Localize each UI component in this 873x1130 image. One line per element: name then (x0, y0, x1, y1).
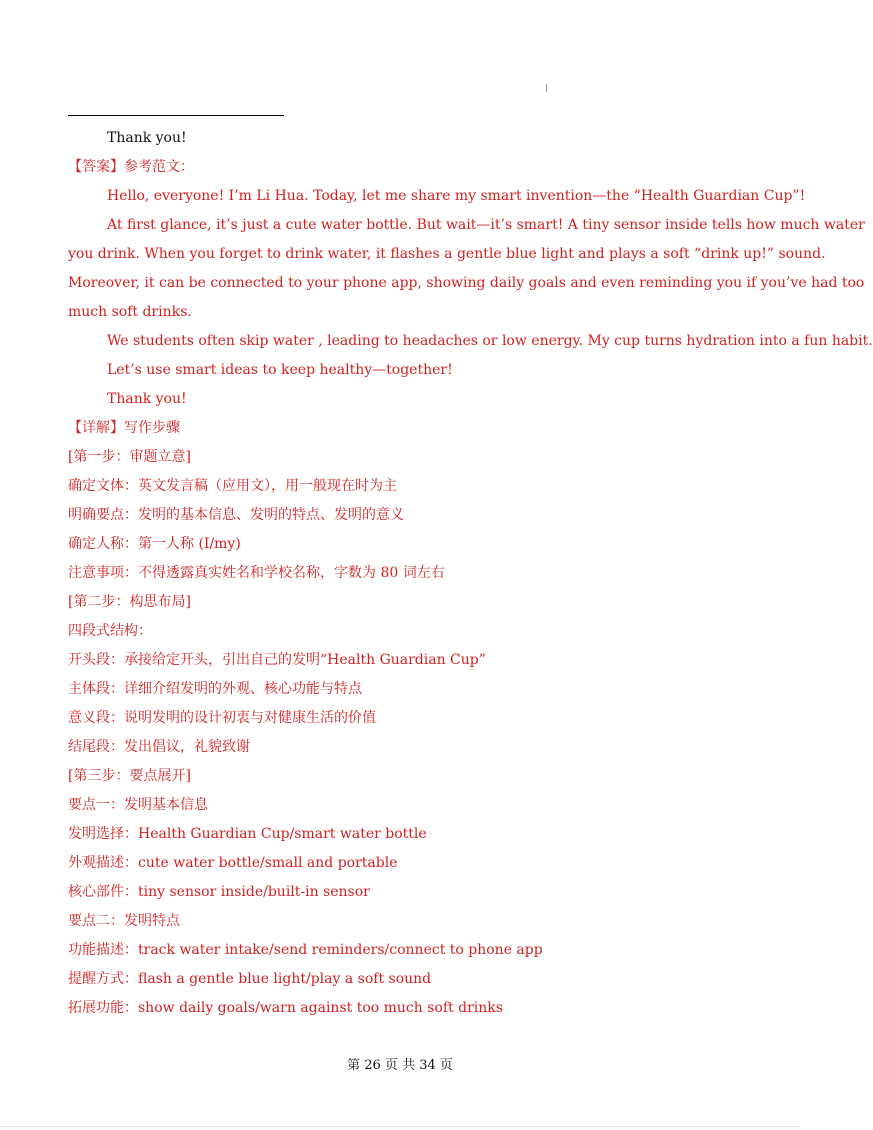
genre-line: 确定文体：英文发言稿（应用文），用一般现在时为主 (68, 478, 397, 494)
point-1-line: 要点一：发明基本信息 (68, 797, 208, 813)
step-2-heading: [第二步：构思布局] (68, 594, 191, 610)
invention-choice-line: 发明选择：Health Guardian Cup/smart water bottle (68, 826, 427, 842)
essay-paragraph-2-line-4: much soft drinks. (68, 304, 192, 320)
reminder-line: 提醒方式：flash a gentle blue light/play a soft sound (68, 971, 432, 987)
essay-paragraph-4: Let’s use smart ideas to keep healthy—together! (107, 362, 453, 378)
body-paragraph-line: 主体段：详细介绍发明的外观、核心功能与特点 (68, 681, 362, 697)
essay-paragraph-2-line-3: Moreover, it can be connected to your phone app, showing daily goals and even reminding you if you’ve had too (68, 275, 865, 291)
opening-paragraph-line: 开头段：承接给定开头，引出自己的发明“Health Guardian Cup” (68, 652, 486, 668)
essay-paragraph-2-line-2: you drink. When you forget to drink water, it flashes a gentle blue light and plays a soft “drink up!” sound. (68, 246, 826, 262)
extension-line: 拓展功能：show daily goals/warn against too much soft drinks (68, 1000, 503, 1016)
essay-paragraph-3: We students often skip water , leading to headaches or low energy. My cup turns hydration into a fun habit. (107, 333, 873, 349)
essay-thank-you: Thank you! (107, 391, 187, 407)
meaning-paragraph-line: 意义段：说明发明的设计初衷与对健康生活的价值 (68, 710, 376, 726)
structure-line: 四段式结构： (68, 623, 152, 639)
notes-line: 注意事项：不得透露真实姓名和学校名称，字数为 80 词左右 (68, 565, 445, 581)
bottom-divider (0, 1126, 800, 1127)
page-number: 第 26 页 共 34 页 (347, 1058, 453, 1073)
answer-header: 【答案】参考范文： (68, 159, 194, 175)
answer-blank-line (68, 115, 284, 116)
core-part-line: 核心部件：tiny sensor inside/built-in sensor (68, 884, 370, 900)
step-3-heading: [第三步：要点展开] (68, 768, 191, 784)
key-points-line: 明确要点：发明的基本信息、发明的特点、发明的意义 (68, 507, 404, 523)
function-line: 功能描述：track water intake/send reminders/connect to phone app (68, 942, 543, 958)
step-1-heading: [第一步：审题立意] (68, 449, 191, 465)
essay-paragraph-1: Hello, everyone! I’m Li Hua. Today, let me share my smart invention—the “Health Guardian Cup”! (107, 188, 806, 204)
detail-header: 【详解】写作步骤 (68, 420, 180, 436)
closing-thank-you: Thank you! (107, 130, 187, 146)
ending-paragraph-line: 结尾段：发出倡议，礼貌致谢 (68, 739, 250, 755)
appearance-line: 外观描述：cute water bottle/small and portable (68, 855, 398, 871)
point-2-line: 要点二：发明特点 (68, 913, 180, 929)
scan-mark (546, 84, 547, 92)
essay-paragraph-2-line-1: At first glance, it’s just a cute water bottle. But wait—it’s smart! A tiny sensor inside tells how much water (107, 217, 865, 233)
person-line: 确定人称：第一人称 (I/my) (68, 536, 241, 552)
